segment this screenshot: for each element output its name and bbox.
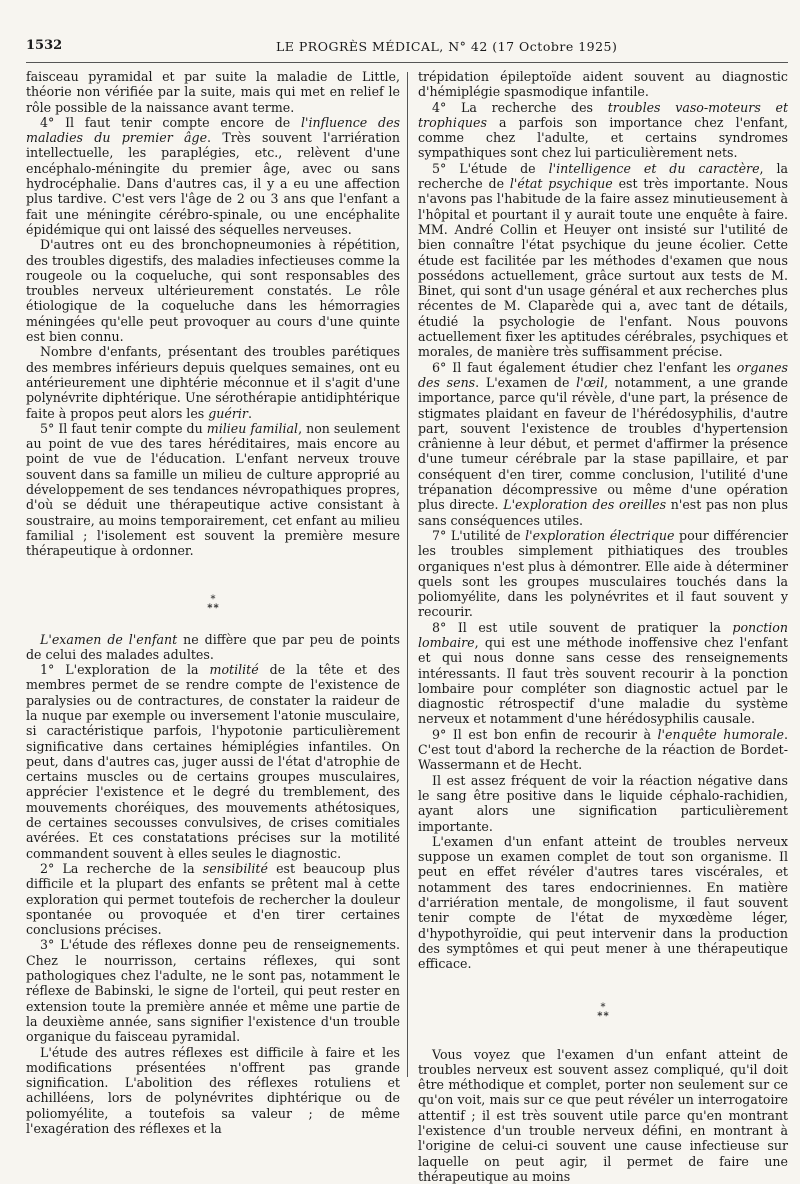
right-column [418,69,788,1184]
paragraph: 8° Il est utile souvent de pratiquer la ponction lombaire, qui est une méthode inoffensive chez l'enfant et qui nous donne sans cesse des renseignements intéressants. Il faut très souvent recourir à la ponction lombaire pour compléter son diagnostic actuel par le diagnostic rétrospectif d'une maladie du système nerveux et notamment d'une hérédosyphilis causale. [418,619,788,727]
paragraph: 5° Il faut tenir compte du milieu familial, non seulement au point de vue des tares héréditaires, mais encore au point de vue de l'éducation. L'enfant nerveux trouve souvent dans sa famille un milieu de culture approprié au développement de ses tendances névropathiques propres, d'où se déduit une thérapeutique active consistant à soustraire, au moins temporairement, cet enfant au milieu familial ; l'isolement est souvent la première mesure thérapeutique à ordonner. [26,420,401,559]
paragraph: 9° Il est bon enfin de recourir à l'enquête humorale. C'est tout d'abord la recherche de la réaction de Bordet-Wassermann et de Hecht. [418,726,788,773]
section-ornament: * * * [597,1001,609,1022]
paragraph: D'autres ont eu des bronchopneumonies à répétition, des troubles digestifs, des maladies infectieuses comme la rougeole ou la coqueluche, qui sont responsables des troubles nerveux ultérieurement constatés. Le rôle étiologique de la coqueluche dans les hémorragies méningées qu'elle peut provoquer au cours d'une quinte est bien connu. [26,237,400,345]
paragraph: L'examen d'un enfant atteint de troubles nerveux suppose un examen complet de tout son organisme. Il peut en effet révéler d'autres tares viscérales, et notamment des tares endocriniennes. En matière d'arriération mentale, de mongolisme, il faut souvent tenir compte de l'état de myxœdème léger, d'hypothyroïdie, qui peut intervenir dans la production des symptômes et qui peut mener à une thérapeutique efficace. [418,833,788,972]
page-header [26,38,788,60]
paragraph: 4° Il faut tenir compte encore de l'influence des maladies du premier âge. Très souvent l'arriération intellectuelle, les paraplégies, etc., relèvent d'une encéphalo-méningite du premier âge, avec ou sans hydrocéphalie. Dans d'autres cas, il y a eu une affection plus tardive. C'est vers l'âge de 2 ou 3 ans que l'enfant a fait une méningite cérébro-spinale, ou une encéphalite épidémique qui ont laissé des séquelles nerveuses. [26,114,400,237]
left-column [26,69,400,1136]
header-rule [26,62,788,63]
paragraph: 2° La recherche de la sensibilité est beaucoup plus difficile et la plupart des enfants se prêtent mal à cette exploration qui permet toutefois de rechercher la douleur spontanée ou provoquée et d'en tirer certaines conclusions précises. [26,860,400,938]
paragraph: 5° L'étude de l'intelligence et du caractère, la recherche de l'état psychique est très importante. Nous n'avons pas l'habitude de la faire assez minutieusement à l'hôpital et pourtant il y aurait toute une enquête à faire. MM. André Collin et Heuyer ont insisté sur l'utilité de bien connaître l'état psychique du jeune écolier. Cette étude est facilitée par les méthodes d'examen que nous possédons actuellement, grâce surtout aux tests de M. Binet, qui sont d'un usage général et aux recherches plus récentes de M. Claparède qui a, avec tant de détails, étudié la psychologie de l'enfant. Nous pouvons actuellement fixer les aptitudes cérébrales, psychiques et morales, de manière très suffisamment précise. [418,160,789,360]
running-title: LE PROGRÈS MÉDICAL, N° 42 (17 Octobre 1925) [276,39,618,54]
paragraph: 1° L'exploration de la motilité de la tête et des membres permet de se rendre compte de l'existence de paralysies ou de contractures, de constater la raideur de la nuque par exemple ou inversement l'atonie musculaire, si caractéristique parfois, l'hypotonie particulièrement significative dans certaines hémiplégies infantiles. On peut, dans d'autres cas, juger aussi de l'état d'atrophie de certains muscles ou de certains groupes musculaires, apprécier l'existence et le degré du tremblement, des mouvements choréiques, des mouvements athétosiques, de certaines secousses convulsives, de crises comitiales avérées. Et ces constatations précises sur la motilité commandent souvent à elles seules le diagnostic. [26,662,400,861]
paragraph: L'étude des autres réflexes est difficile à faire et les modifications présentées n'offrent pas grande signification. L'abolition des réflexes rotuliens et achilléens, lors de polynévrites diphtérique ou de poliomyélite, a toutefois sa valeur ; de même l'exagération des réflexes et la [26,1044,400,1136]
section-ornament: * * * [207,593,219,614]
paragraph: 4° La recherche des troubles vaso-moteurs et trophiques a parfois son importance chez l'enfant, comme chez l'adulte, et certains syndromes sympathiques sont chez lui particulièrement nets. [418,99,789,161]
paragraph: faisceau pyramidal et par suite la maladie de Little, théorie non vérifiée par la suite, mais qui met en relief le rôle possible de la naissance avant terme. [26,69,400,115]
page-number: 1532 [26,38,63,53]
column-divider [407,72,408,1077]
paragraph: L'examen de l'enfant ne diffère que par peu de points de celui des malades adultes. [26,631,401,662]
paragraph: 7° L'utilité de l'exploration électrique pour différencier les troubles simplement pithiatiques des troubles organiques n'est plus à démontrer. Elle aide à déterminer quels sont les groupes musculaires touchés dans la poliomyélite, dans les polynévrites et il faut souvent y recourir. [418,527,788,620]
paragraph: 6° Il faut également étudier chez l'enfant les organes des sens. L'examen de l'œil, notamment, a une grande importance, parce qu'il révèle, d'une part, la présence de stigmates plaidant en faveur de l'hérédosyphilis, d'autre part, souvent l'existence de troubles d'hypertension crânienne à leur début, et permet d'affirmer la présence d'une tumeur cérébrale par la stase papillaire, et par conséquent d'en tirer, comme conclusion, l'utilité d'une trépanation décompressive ou même d'une opération plus directe. L'exploration des oreilles n'est pas non plus sans conséquences utiles. [418,359,788,528]
paragraph: Vous voyez que l'examen d'un enfant atteint de troubles nerveux est souvent assez compliqué, qu'il doit être méthodique et complet, porter non seulement sur ce qu'on voit, mais sur ce que peut révéler un interrogatoire attentif ; il est très souvent utile parce qu'en montrant l'existence d'un trouble nerveux défini, en montrant à l'origine de celui-ci souvent une cause infectieuse sur laquelle on peut agir, il permet de faire une thérapeutique au moins [418,1046,788,1184]
paragraph: trépidation épileptoïde aident souvent au diagnostic d'hémiplégie spasmodique infantile. [418,69,788,100]
paragraph: 3° L'étude des réflexes donne peu de renseignements. Chez le nourrisson, certains réflexes, qui sont pathologiques chez l'adulte, ne le sont pas, notamment le réflexe de Babinski, le signe de l'orteil, qui peut rester en extension toute la première année et même une partie de la deuxième année, sans signifier l'existence d'un trouble organique du faisceau pyramidal. [26,937,400,1045]
paragraph: Il est assez fréquent de voir la réaction négative dans le sang être positive dans le liquide céphalo-rachidien, ayant alors une signification particulièrement importante. [418,772,788,834]
paragraph: Nombre d'enfants, présentant des troubles parétiques des membres inférieurs depuis quelques semaines, ont eu antérieurement une diphtérie méconnue et il s'agit d'une polynévrite diphtérique. Une sérothérapie antidiphtérique faite à propos peut alors les guérir. [26,344,400,421]
